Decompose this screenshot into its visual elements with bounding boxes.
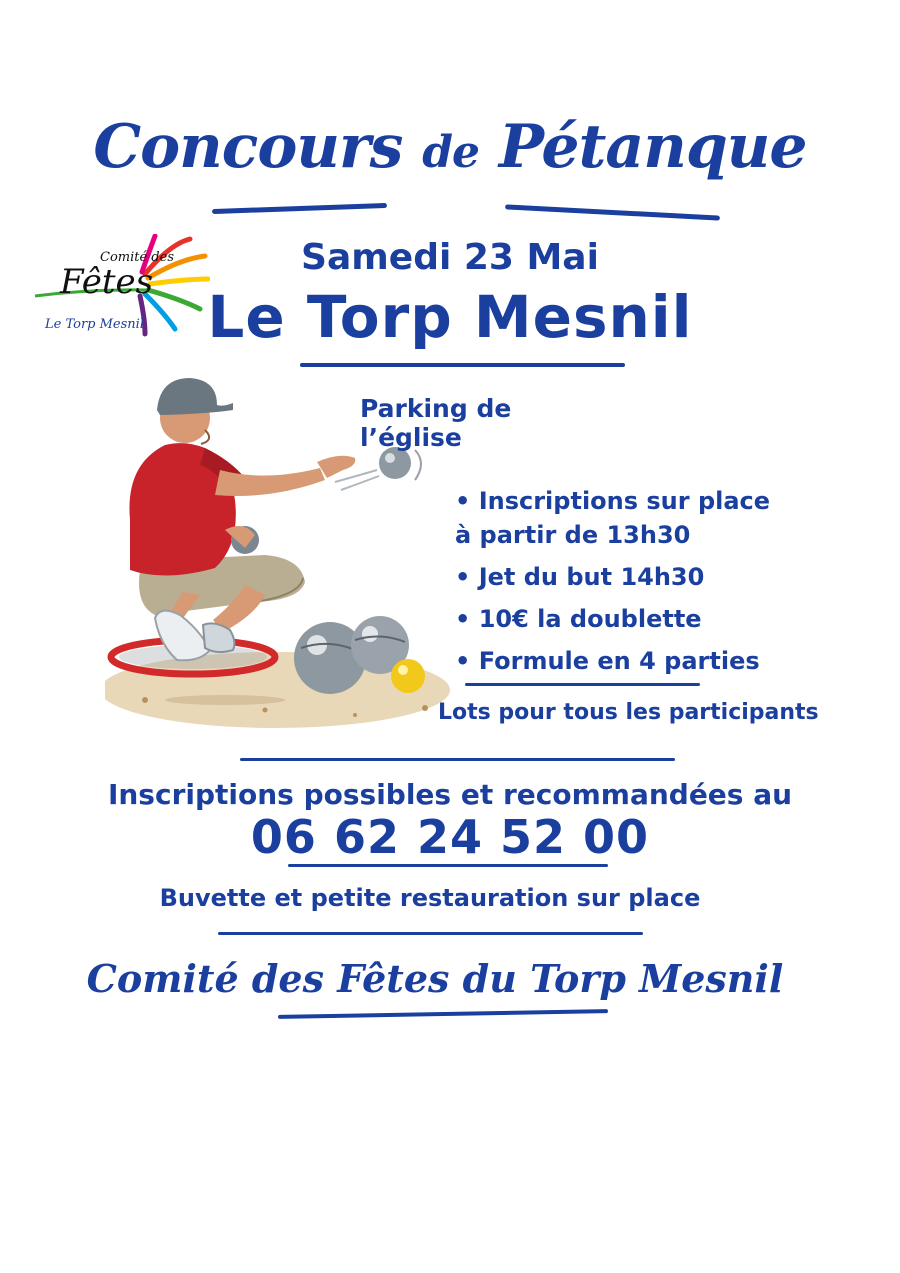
logo-text-comite: Comité des	[100, 250, 174, 265]
details-underline	[465, 683, 700, 686]
detail-item-format: • Formule en 4 parties	[455, 647, 760, 675]
event-date: Samedi 23 Mai	[301, 237, 599, 278]
phone-underline	[288, 864, 608, 867]
title-underline-right	[505, 204, 720, 220]
organizer-name: Comité des Fêtes du Torp Mesnil	[86, 956, 784, 1001]
town-underline	[300, 363, 625, 367]
separator-line	[240, 758, 675, 761]
detail-item-price: • 10€ la doublette	[455, 605, 702, 633]
prizes-text: Lots pour tous les participants	[438, 700, 819, 725]
phone-number: 06 62 24 52 00	[250, 810, 650, 864]
event-location: Parking de l’église	[360, 394, 512, 452]
event-town: Le Torp Mesnil	[207, 283, 693, 351]
separator-line	[218, 932, 643, 935]
refreshments-text: Buvette et petite restauration sur place	[159, 884, 701, 912]
event-details-list	[455, 484, 770, 686]
title-underline-left	[212, 203, 387, 214]
logo-text-town: Le Torp Mesnil	[45, 317, 144, 332]
title-word-concours: Concours	[93, 112, 403, 182]
detail-item-inscriptions: • Inscriptions sur place à partir de 13h30	[455, 487, 771, 549]
title-word-petanque: Pétanque	[498, 112, 807, 182]
logo-text-fetes: Fêtes	[60, 262, 154, 302]
organizer-underline	[278, 1009, 608, 1019]
poster-title	[0, 112, 900, 182]
detail-item-jet-du-but: • Jet du but 14h30	[455, 563, 705, 591]
title-word-de: de	[422, 127, 480, 178]
registration-text: Inscriptions possibles et recommandées au	[107, 778, 793, 811]
